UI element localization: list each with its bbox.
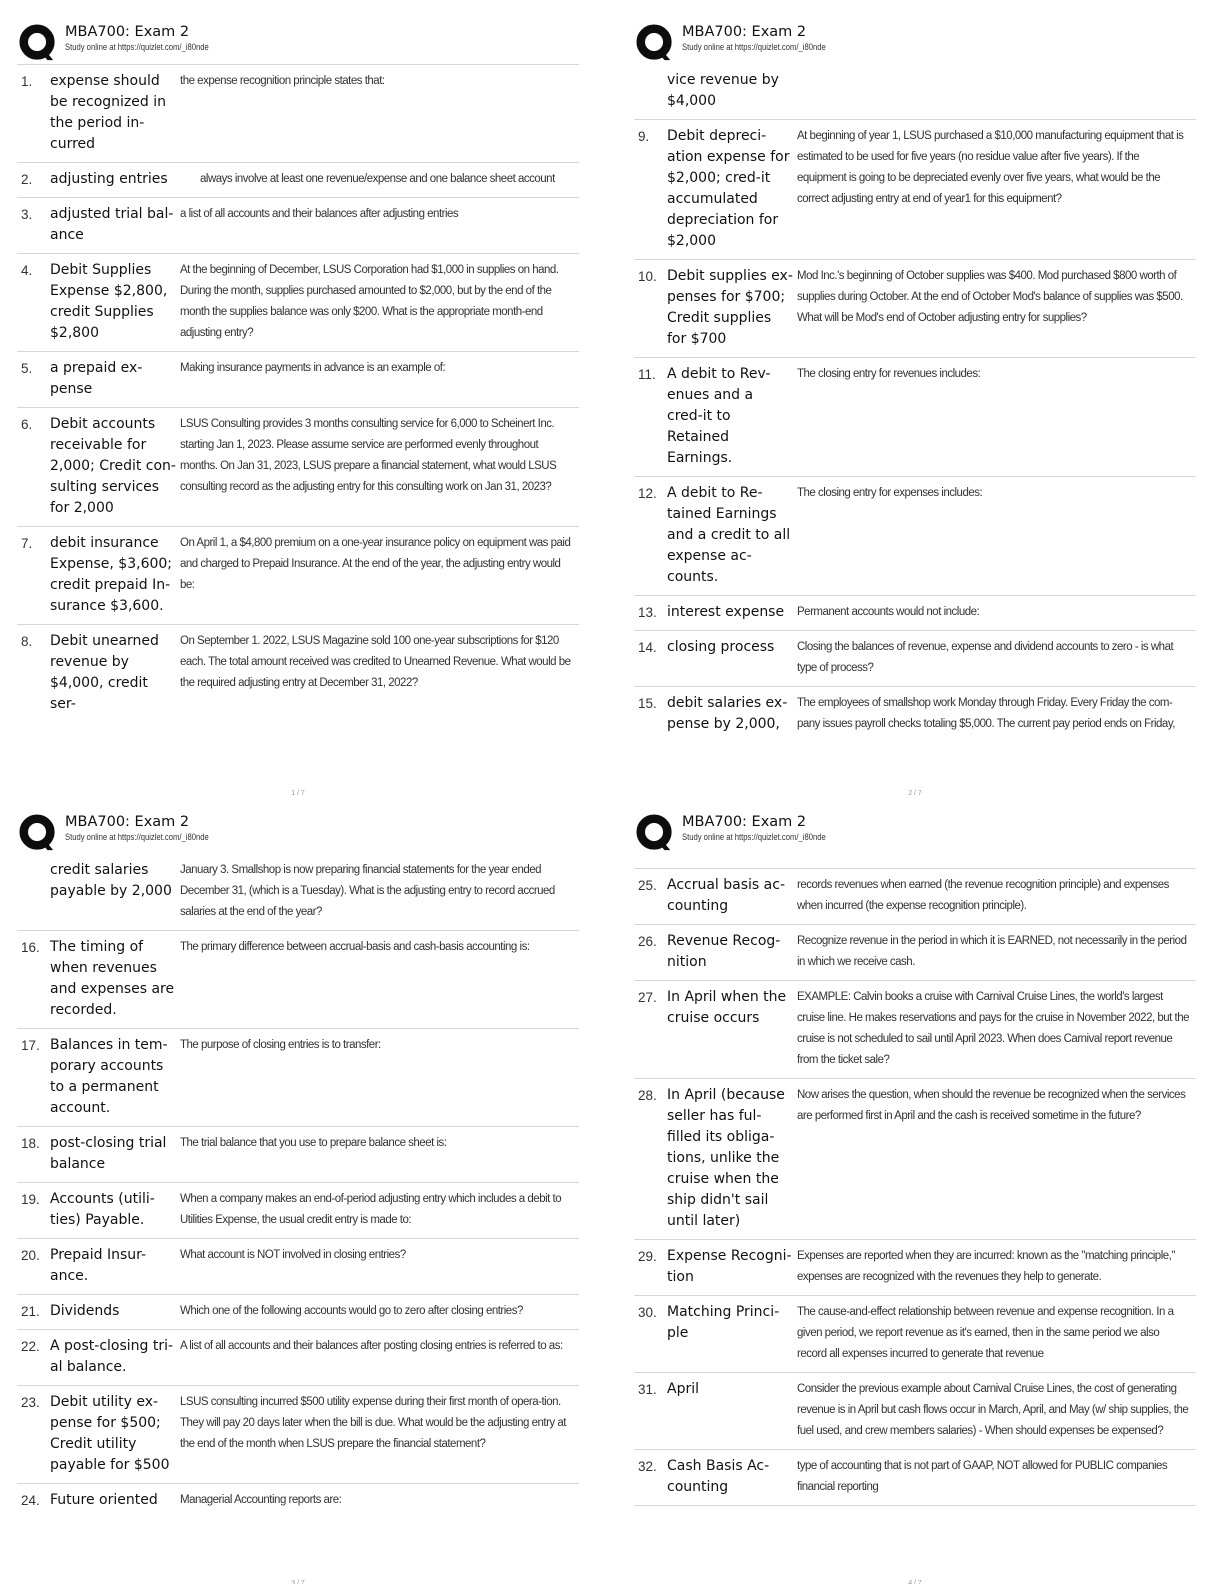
card-number: 26. [638,934,657,949]
flashcard [17,1183,579,1239]
card-number: 8. [21,634,33,649]
card-term: Expense Recogni-tion [667,1248,792,1285]
card-term: In April when the cruise occurs [667,989,787,1026]
flashcard [634,868,1196,925]
card-number: 23. [21,1395,40,1410]
page-subtitle: Study online at https://quizlet.com/_i80nde [65,42,209,52]
card-definition: The purpose of closing entries is to transfer: [180,1039,381,1051]
page-title: MBA700: Exam 2 [65,24,190,40]
flashcard [634,631,1196,687]
card-number: 21. [21,1304,40,1319]
card-definition: The cause-and-effect relationship between revenue and expense recognition. In a given period, we report revenue as it's earned, then in the same period we also record all expenses incurred to generate that revenue [797,1306,1174,1360]
flashcard [17,352,579,408]
page-subtitle: Study online at https://quizlet.com/_i80nde [682,42,826,52]
flashcard [634,925,1196,981]
flashcard-list [634,868,1196,1506]
card-term: Balances in tem-porary accounts to a permanent account. [50,1037,168,1116]
card-term: Debit accounts receivable for 2,000; Credit con-sulting services for 2,000 [50,416,176,516]
card-number: 28. [638,1088,657,1103]
card-definition: The closing entry for expenses includes: [797,487,983,499]
page-header [634,22,1196,62]
card-term: credit salaries payable by 2,000 [50,862,172,899]
card-term: Revenue Recog-nition [667,933,781,970]
flashcard-continued [634,64,1196,120]
flashcard [634,1450,1196,1506]
flashcard [17,625,579,722]
card-number: 15. [638,696,657,711]
flashcard [17,1239,579,1295]
card-term: Future oriented [50,1492,158,1508]
card-term: closing process [667,639,775,655]
card-number: 19. [21,1192,40,1207]
document-page-4 [634,812,1196,1584]
card-number: 20. [21,1248,40,1263]
card-definition: Which one of the following accounts would go to zero after closing entries? [180,1305,523,1317]
card-number: 2. [21,172,33,187]
flashcard [17,1295,579,1330]
card-term: Cash Basis Ac-counting [667,1458,770,1495]
card-term: vice revenue by $4,000 [667,72,779,109]
page-header [17,22,579,62]
flashcard [634,120,1196,260]
card-term: Debit depreci-ation expense for $2,000; cred-it accumulated depreciation for $2,000 [667,128,790,249]
card-number: 4. [21,263,33,278]
flashcard [17,1386,579,1484]
card-definition: The employees of smallshop work Monday through Friday. Every Friday the com-pany issues payroll checks totaling $5,000. The current pay period ends on Friday, [797,697,1175,730]
flashcard [17,254,579,352]
card-definition: Recognize revenue in the period in which it is EARNED, not necessarily in the period in which we receive cash. [797,935,1187,968]
page-number: 4 / 7 [908,1580,922,1584]
card-term: Accounts (utili-ties) Payable. [50,1191,155,1228]
page-header [17,812,579,852]
flashcard [634,596,1196,631]
card-term: A post-closing tri-al balance. [50,1338,174,1375]
card-definition: The trial balance that you use to prepare balance sheet is: [180,1137,447,1149]
card-number: 13. [638,605,657,620]
card-number: 31. [638,1382,657,1397]
card-number: 17. [21,1038,40,1053]
card-definition: LSUS consulting incurred $500 utility expense during their first month of opera-tion. They will pay 20 days later when the bill is due. What would be the adjusting entry at the end of the month when LSUS prepare the financial statement? [180,1396,566,1450]
card-term: A debit to Rev-enues and a cred-it to Retained Earnings. [667,366,771,466]
card-number: 12. [638,486,657,501]
card-definition: On April 1, a $4,800 premium on a one-year insurance policy on equipment was paid and charged to Prepaid Insurance. At the end of the year, the adjusting entry would be: [180,537,571,591]
flashcard [17,64,579,163]
card-term: debit insurance Expense, $3,600; credit prepaid In-surance $3,600. [50,535,173,614]
card-number: 29. [638,1249,657,1264]
card-number: 10. [638,269,657,284]
card-definition: Now arises the question, when should the revenue be recognized when the services are performed first in April and the cash is received sometime in the future? [797,1089,1186,1122]
card-term: adjusted trial bal-ance [50,206,174,243]
card-term: Debit Supplies Expense $2,800, credit Supplies $2,800 [50,262,168,341]
card-number: 6. [21,417,33,432]
card-definition: type of accounting that is not part of GAAP, NOT allowed for PUBLIC companies financial reporting [797,1460,1168,1493]
flashcard [17,1484,579,1518]
quizlet-logo-icon [636,814,674,852]
card-definition: When a company makes an end-of-period adjusting entry which includes a debit to Utilities Expense, the usual credit entry is made to: [180,1193,562,1226]
document-page-3 [17,812,579,1584]
flashcard [17,527,579,625]
card-definition: January 3. Smallshop is now preparing financial statements for the year ended December 31, (which is a Tuesday). What is the adjusting entry to record accrued salaries at the end of the year? [180,864,555,918]
card-number: 32. [638,1459,657,1474]
card-definition: always involve at least one revenue/expense and one balance sheet account [200,173,555,185]
card-term: The timing of when revenues and expenses are recorded. [50,939,175,1018]
card-term: interest expense [667,604,785,620]
card-term: April [667,1381,699,1397]
flashcard-continued [17,854,579,931]
card-number: 27. [638,990,657,1005]
card-definition: records revenues when earned (the revenue recognition principle) and expenses when incurred (the expense recognition principle). [797,879,1169,912]
card-number: 9. [638,129,650,144]
page-title: MBA700: Exam 2 [65,814,190,830]
card-definition: Consider the previous example about Carnival Cruise Lines, the cost of generating revenue is in April but cash flows occur in March, April, and May (w/ ship supplies, the fuel used, and crew members salaries) - When should expenses be expensed? [797,1383,1189,1437]
card-definition: LSUS Consulting provides 3 months consulting service for 6,000 to Scheinert Inc. starting Jan 1, 2023. Please assume service are performed evenly throughout months. On Jan 31, 2023, LSUS prepare a financial statement, what would LSUS consulting record as the adjusting entry for this consulting work on Jan 31, 2023? [180,418,557,493]
card-number: 1. [21,74,33,89]
card-definition: The closing entry for revenues includes: [797,368,981,380]
quizlet-logo-icon [636,24,674,62]
page-title: MBA700: Exam 2 [682,24,807,40]
card-number: 24. [21,1493,40,1508]
card-number: 5. [21,361,33,376]
card-number: 22. [21,1339,40,1354]
card-term: A debit to Re-tained Earnings and a credit to all expense ac-counts. [667,485,791,585]
card-term: In April (because seller has ful-filled its obliga-tions, unlike the cruise when the ship didn't sail until later) [667,1087,785,1229]
card-number: 14. [638,640,657,655]
flashcard [17,1029,579,1127]
card-term: post-closing trial balance [50,1135,167,1172]
card-definition: On September 1. 2022, LSUS Magazine sold 100 one-year subscriptions for $120 each. The total amount received was credited to Unearned Revenue. What would be the required adjusting entry at December 31, 2022? [180,635,571,689]
card-term: Debit unearned revenue by $4,000, credit ser- [50,633,159,712]
flashcard [634,687,1196,742]
card-definition: The primary difference between accrual-basis and cash-basis accounting is: [180,941,530,953]
card-definition: At beginning of year 1, LSUS purchased a $10,000 manufacturing equipment that is estimated to be used for five years (no residue value after five years). If the equipment is going to be depreciated evenly over five years, what would be the correct adjusting entry at end of year1 for this equipment? [797,130,1184,205]
card-term: Debit supplies ex-penses for $700; Credit supplies for $700 [667,268,793,347]
card-term: debit salaries ex-pense by 2,000, [667,695,788,732]
card-number: 16. [21,940,40,955]
page-subtitle: Study online at https://quizlet.com/_i80nde [682,832,826,842]
flashcard [17,198,579,254]
card-term: Matching Princi-ple [667,1304,780,1341]
flashcard [17,408,579,527]
card-term: Accrual basis ac-counting [667,877,785,914]
card-definition: At the beginning of December, LSUS Corporation had $1,000 in supplies on hand. During the month, supplies purchased amounted to $2,000, but by the end of the month the supplies balance was only $200. What is the appropriate month-end adjusting entry? [180,264,559,339]
card-definition: Permanent accounts would not include: [797,606,980,618]
flashcard [634,1296,1196,1373]
card-term: a prepaid ex-pense [50,360,143,397]
flashcard [634,1240,1196,1296]
card-definition: What account is NOT involved in closing entries? [180,1249,406,1261]
flashcard-list [17,64,579,722]
document-page-2 [634,22,1196,797]
flashcard [17,931,579,1029]
card-definition: the expense recognition principle states that: [180,75,385,87]
card-definition: A list of all accounts and their balances after posting closing entries is referred to as: [180,1340,563,1352]
flashcard [17,1330,579,1386]
card-number: 11. [638,367,656,382]
quizlet-logo-icon [19,814,57,852]
card-definition: Managerial Accounting reports are: [180,1494,342,1506]
card-term: adjusting entries [50,171,168,187]
flashcard [634,477,1196,596]
quizlet-logo-icon [19,24,57,62]
card-definition: EXAMPLE: Calvin books a cruise with Carnival Cruise Lines, the world's largest cruise line. He makes reservations and pays for the cruise in November 2022, but the cruise is not scheduled to sail until April 2023. When does Carnival report revenue from the ticket sale? [797,991,1190,1066]
card-number: 25. [638,878,657,893]
card-term: Dividends [50,1303,120,1319]
card-definition: Making insurance payments in advance is an example of: [180,362,446,374]
flashcard [17,1127,579,1183]
page-number: 1 / 7 [291,790,305,797]
card-definition: Expenses are reported when they are incurred: known as the "matching principle," expenses are recognized with the revenues they help to generate. [797,1250,1175,1283]
card-number: 18. [21,1136,40,1151]
card-definition: a list of all accounts and their balances after adjusting entries [180,208,459,220]
card-definition: Mod Inc.'s beginning of October supplies was $400. Mod purchased $800 worth of supplies during October. At the end of October Mod's balance of supplies was $500. What will be Mod's end of October adjusting entry for supplies? [797,270,1183,324]
page-number: 3 / 7 [291,1580,305,1584]
card-term: Debit utility ex-pense for $500; Credit utility payable for $500 [50,1394,170,1473]
page-header [634,812,1196,852]
page-subtitle: Study online at https://quizlet.com/_i80nde [65,832,209,842]
card-definition: Closing the balances of revenue, expense and dividend accounts to zero - is what type of process? [797,641,1174,674]
flashcard [634,981,1196,1079]
card-number: 3. [21,207,33,222]
flashcard-list [634,64,1196,742]
card-term: Prepaid Insur-ance. [50,1247,147,1284]
flashcard-list [17,854,579,1518]
flashcard [634,260,1196,358]
card-number: 30. [638,1305,657,1320]
flashcard [634,1373,1196,1450]
flashcard [17,163,579,198]
flashcard [634,358,1196,477]
page-number: 2 / 7 [908,790,922,797]
card-term: expense should be recognized in the period in-curred [50,73,166,152]
flashcard [634,1079,1196,1240]
card-number: 7. [21,536,33,551]
document-page-1 [17,22,579,797]
page-title: MBA700: Exam 2 [682,814,807,830]
